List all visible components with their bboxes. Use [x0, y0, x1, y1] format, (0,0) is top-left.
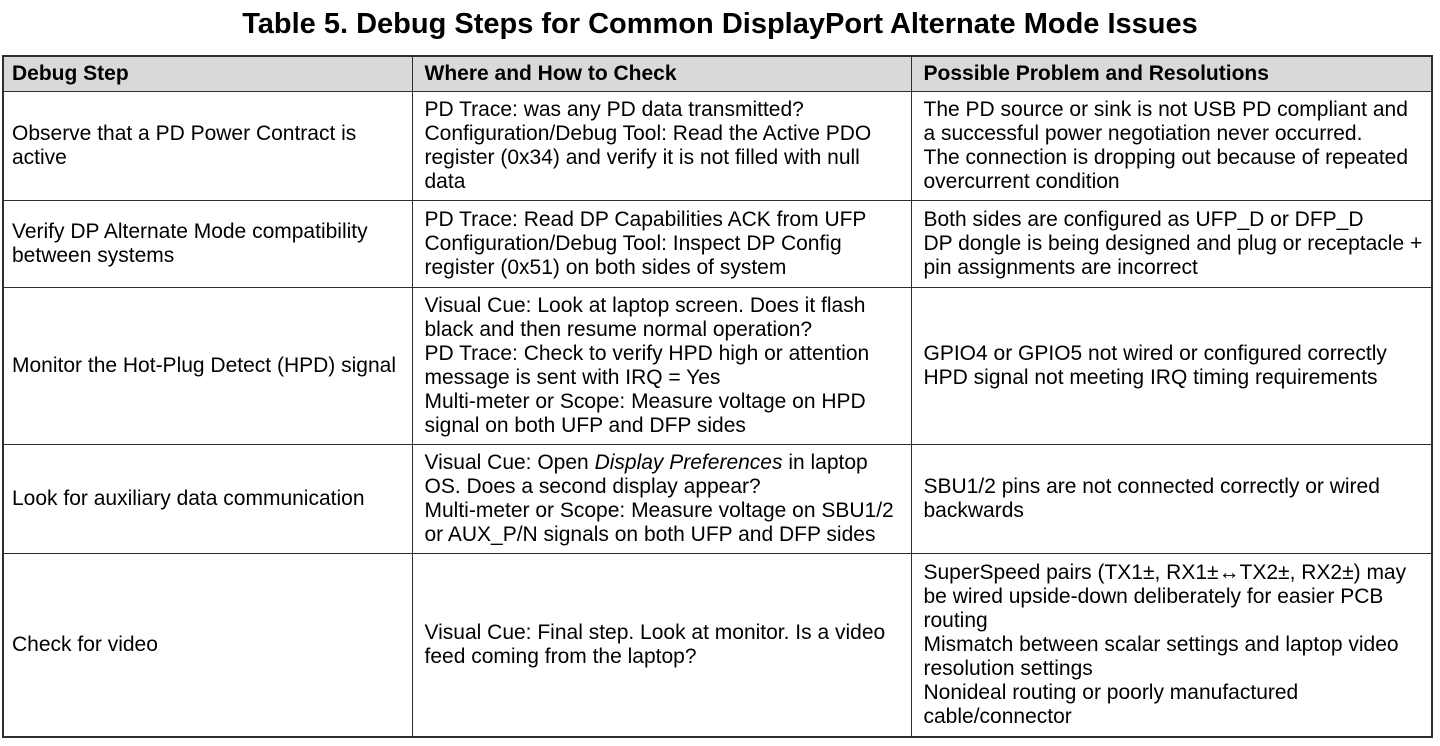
cell-paragraph: Visual Cue: Look at laptop screen. Does it flash black and then resume normal operation?	[424, 294, 866, 341]
cell-paragraph: DP dongle is being designed and plug or receptacle + pin assignments are incorrect	[923, 232, 1423, 279]
where-how-cell	[412, 92, 911, 201]
cell-paragraph: PD Trace: was any PD data transmitted?	[424, 98, 804, 121]
where-how-cell	[412, 201, 911, 288]
table-row	[3, 288, 1432, 445]
cell-paragraph: Multi-meter or Scope: Measure voltage on SBU1/2 or AUX_P/N signals on both UFP and DFP sides	[424, 499, 894, 546]
cell-paragraph: Monitor the Hot-Plug Detect (HPD) signal	[12, 354, 396, 377]
debug-steps-table	[2, 55, 1433, 738]
cell-paragraph: The PD source or sink is not USB PD compliant and a successful power negotiation never occurred.	[923, 98, 1408, 145]
debug-step-cell	[3, 201, 412, 288]
cell-paragraph: Check for video	[12, 632, 158, 656]
cell-paragraph: Observe that a PD Power Contract is active	[12, 122, 357, 169]
cell-paragraph: Visual Cue: Final step. Look at monitor. Is a video feed coming from the laptop?	[424, 620, 886, 668]
cell-paragraph: Both sides are configured as UFP_D or DFP_D	[923, 208, 1364, 231]
page-title: Table 5. Debug Steps for Common DisplayPort Alternate Mode Issues	[242, 8, 1198, 40]
table-row	[3, 92, 1432, 201]
cell-paragraph: SuperSpeed pairs (TX1±, RX1±↔TX2±, RX2±) may be wired upside-down deliberately for easier PCB routing	[923, 560, 1407, 632]
cell-paragraph: Look for auxiliary data communication	[12, 487, 365, 510]
cell-paragraph: GPIO4 or GPIO5 not wired or configured correctly	[923, 342, 1387, 365]
table-row	[3, 554, 1432, 737]
problem-cell	[911, 92, 1432, 201]
column-header-debug-step: Debug Step	[3, 56, 412, 92]
problem-cell	[911, 288, 1432, 445]
cell-paragraph: SBU1/2 pins are not connected correctly or wired backwards	[923, 475, 1380, 522]
problem-cell	[911, 201, 1432, 288]
cell-paragraph: Nonideal routing or poorly manufactured cable/connector	[923, 680, 1299, 728]
where-how-cell	[412, 445, 911, 554]
debug-step-cell	[3, 288, 412, 445]
cell-paragraph: Visual Cue: Open Display Preferences in laptop OS. Does a second display appear?	[424, 451, 868, 498]
debug-step-cell	[3, 92, 412, 201]
cell-paragraph: HPD signal not meeting IRQ timing requirements	[923, 366, 1378, 389]
cell-paragraph: PD Trace: Read DP Capabilities ACK from UFP	[424, 208, 867, 231]
column-header-possible-problem: Possible Problem and Resolutions	[911, 56, 1432, 92]
cell-paragraph: Configuration/Debug Tool: Read the Active PDO register (0x34) and verify it is not filled with null data	[424, 122, 872, 193]
debug-step-cell	[3, 445, 412, 554]
problem-cell	[911, 445, 1432, 554]
problem-cell	[911, 554, 1432, 737]
table-header-row	[3, 56, 1432, 92]
column-header-where-how: Where and How to Check	[412, 56, 911, 92]
table-header	[3, 56, 1432, 92]
cell-paragraph: The connection is dropping out because of repeated overcurrent condition	[923, 146, 1409, 193]
debug-step-cell	[3, 554, 412, 737]
cell-paragraph: Mismatch between scalar settings and laptop video resolution settings	[923, 632, 1399, 680]
where-how-cell	[412, 288, 911, 445]
table-row	[3, 201, 1432, 288]
where-how-cell	[412, 554, 911, 737]
table-row	[3, 445, 1432, 554]
cell-paragraph: Configuration/Debug Tool: Inspect DP Config register (0x51) on both sides of system	[424, 232, 842, 279]
cell-paragraph: PD Trace: Check to verify HPD high or attention message is sent with IRQ = Yes	[424, 342, 870, 389]
cell-paragraph: Verify DP Alternate Mode compatibility between systems	[12, 220, 368, 267]
cell-paragraph: Multi-meter or Scope: Measure voltage on HPD signal on both UFP and DFP sides	[424, 390, 866, 437]
table-body	[3, 92, 1432, 737]
